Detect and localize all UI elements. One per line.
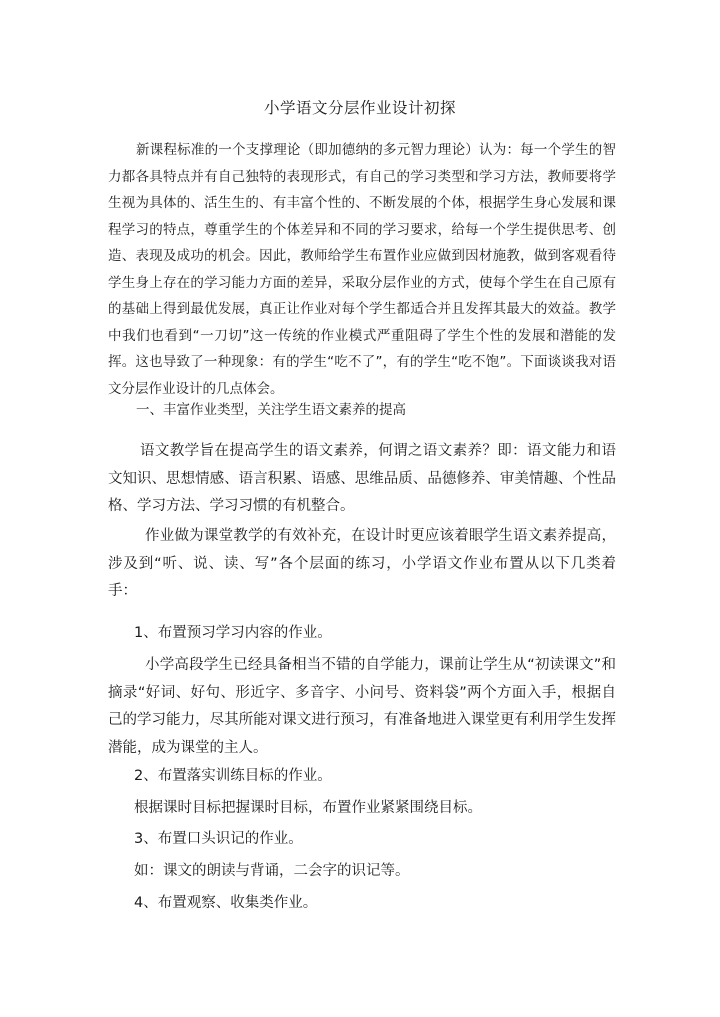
intro-paragraph: 新课程标准的一个支撑理论（即加德纳的多元智力理论）认为：每一个学生的智力都各具特点并有自己独特的表现形式，有自己的学习类型和学习方法，教师要将学生视为具体的、活生生的、有丰富个性的、不断发展的个体，根据学生身心发展和课程学习的特点，尊重学生的个体差异和不同的学习要求，给每一个学生提供思考、创造、表现及成功的机会。因此，教师给学生布置作业应做到因材施教，做到客观看待学生身上存在的学习能力方面的差异，采取分层作业的方式，使每个学生在自己原有的基础上得到最优发展，真正让作业对每个学生都适合并且发挥其最大的效益。教学中我们也看到“一刀切”这一传统的作业模式严重阻碍了学生个性的发展和潜能的发挥。这也导致了一种现象：有的学生“吃不了”，有的学生“吃不饱”。下面谈谈我对语文分层作业设计的几点体会。 (108, 142, 616, 397)
body-line: 如：课文的朗读与背诵，二会字的识记等。 (134, 863, 410, 879)
body-paragraph: 作业做为课堂教学的有效补充，在设计时更应该着眼学生语文素养提高，涉及到“听、说、读、写”各个层面的练习，小学语文作业布置从以下几类着手： (108, 528, 616, 599)
list-item-heading: 2、布置落实训练目标的作业。 (134, 768, 332, 784)
body-paragraph: 小学高段学生已经具备相当不错的自学能力，课前让学生从“初读课文”和摘录“好词、好句、形近字、多音字、小问号、资料袋”两个方面入手，根据自己的学习能力，尽其所能对课文进行预习，有准备地进入课堂更有利用学生发挥潜能，成为课堂的主人。 (108, 657, 616, 756)
list-item-heading: 1、布置预习学习内容的作业。 (134, 625, 332, 641)
body-paragraph: 语文教学旨在提高学生的语文素养，何谓之语文素养？即：语文能力和语文知识、思想情感、语言积累、语感、思维品质、品德修养、审美情趣、个性品格、学习方法、学习习惯的有机整合。 (108, 443, 616, 514)
document-title: 小学语文分层作业设计初探 (263, 99, 456, 117)
list-item-heading: 4、布置观察、收集类作业。 (134, 895, 318, 911)
section-heading: 一、丰富作业类型，关注学生语文素养的提高 (136, 402, 406, 418)
list-item-heading: 3、布置口头识记的作业。 (134, 831, 303, 847)
body-line: 根据课时目标把握课时目标，布置作业紧紧围绕目标。 (134, 800, 482, 816)
